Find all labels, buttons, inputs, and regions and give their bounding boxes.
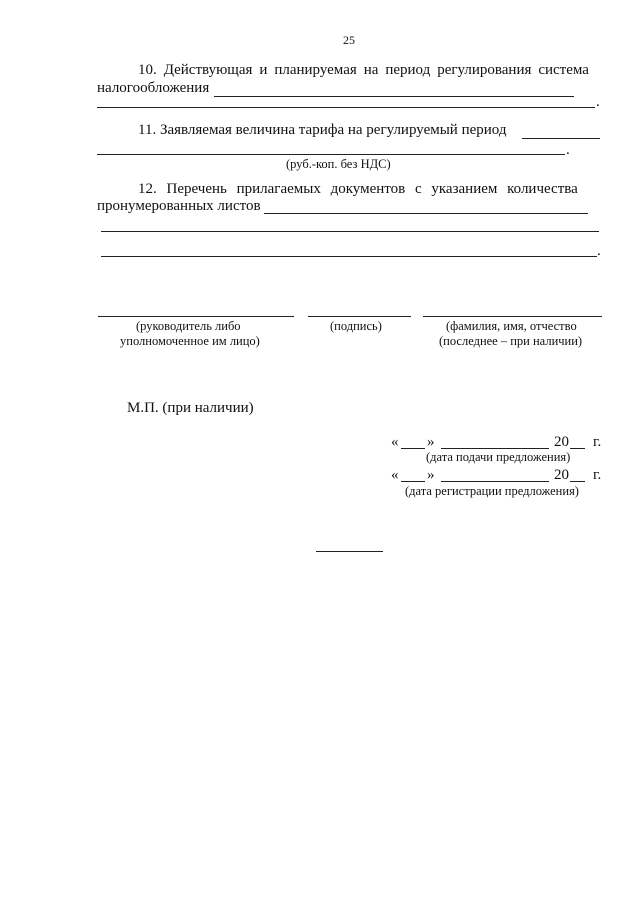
item10-text-line1: 10. Действующая и планируемая на период регулирования система [138,62,589,78]
item10-end-punct: . [596,94,600,110]
item12-text-line2: пронумерованных листов [97,198,261,214]
item12-end-punct: . [597,243,601,259]
date1-year-line [570,448,585,449]
date1-month-line [441,448,549,449]
date2-year-line [570,481,585,482]
stamp-label: М.П. (при наличии) [127,400,254,416]
signature-name-label-line1: (фамилия, имя, отчество [446,319,577,333]
signature-role-line [98,316,294,317]
signature-name-label-line2: (последнее – при наличии) [439,334,583,348]
item10-text-line2: налогообложения [97,80,210,96]
date2-month-line [441,481,549,482]
date2-quote-open: « [391,467,399,483]
date1-day-line [401,448,425,449]
item11-end-punct: . [566,142,570,158]
signature-sign-label: (подпись) [330,319,382,333]
item10-fill-line2 [97,107,595,108]
item12-fill-line3 [101,256,597,257]
signature-role-label-line2: уполномоченное им лицо) [120,334,260,348]
date2-caption: (дата регистрации предложения) [405,484,579,498]
date1-quote-open: « [391,434,399,450]
date1-quote-close: » [427,434,435,450]
signature-name-line [423,316,602,317]
signature-sign-line [308,316,411,317]
date2-year-suffix: г. [593,467,602,483]
signature-role-label-line1: (руководитель либо [136,319,241,333]
item12-fill-line1 [264,213,588,214]
date1-year-suffix: г. [593,434,602,450]
item12-text-line1: 12. Перечень прилагаемых документов с указанием количества [138,181,578,197]
date2-day-line [401,481,425,482]
page-number: 25 [343,33,355,47]
item11-fill-line1 [522,138,600,139]
item11-text: 11. Заявляемая величина тарифа на регулируемый период [138,122,507,138]
item12-fill-line2 [101,231,599,232]
date2-quote-close: » [427,467,435,483]
item11-caption: (руб.-коп. без НДС) [286,157,391,171]
item11-fill-line2 [97,154,565,155]
date1-caption: (дата подачи предложения) [426,450,571,464]
date2-year-prefix: 20 [554,467,569,483]
item10-fill-line1 [214,96,574,97]
closing-divider [316,551,383,552]
date1-year-prefix: 20 [554,434,569,450]
